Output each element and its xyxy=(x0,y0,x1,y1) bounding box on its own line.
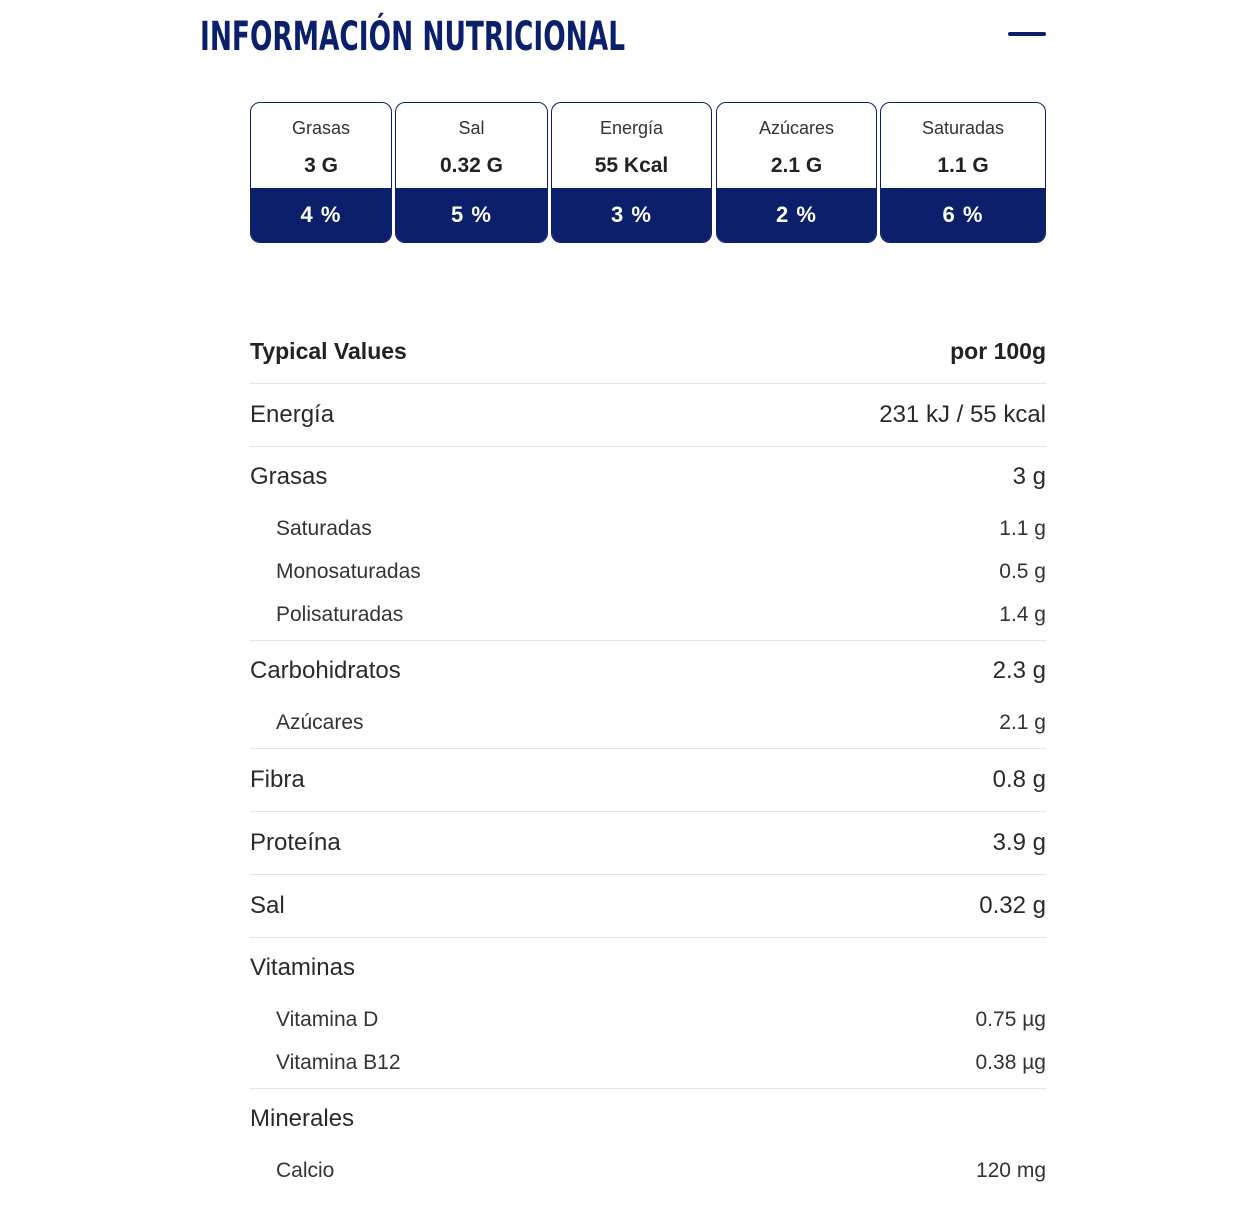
card-percent: 4 % xyxy=(251,188,391,242)
row-label: Carbohidratos xyxy=(250,657,401,684)
card-amount: 3 G xyxy=(304,154,338,177)
card-label: Grasas xyxy=(291,118,351,138)
row-value: 1.1 g xyxy=(999,516,1046,540)
row-value: 3 g xyxy=(1012,463,1046,490)
table-row-sal xyxy=(250,875,1046,938)
row-value: 120 mg xyxy=(975,1158,1046,1182)
table-subrow-saturadas xyxy=(250,507,1046,550)
table-row-vitaminas xyxy=(250,938,1046,998)
card-label: Energía xyxy=(599,118,664,138)
row-label: Polisaturadas xyxy=(276,602,404,626)
row-label: Vitamina D xyxy=(276,1007,379,1031)
card-percent: 3 % xyxy=(552,188,711,242)
card-label: Sal xyxy=(458,118,485,138)
card-amount: 55 Kcal xyxy=(594,154,669,177)
card-label: Saturadas xyxy=(921,118,1005,138)
card-amount: 0.32 G xyxy=(439,154,504,177)
row-value: 0.38 µg xyxy=(975,1050,1046,1074)
row-label: Minerales xyxy=(250,1105,355,1132)
card-percent: 2 % xyxy=(717,188,876,242)
row-value: 0.8 g xyxy=(992,766,1046,793)
group-vitaminas xyxy=(250,938,1046,1089)
table-subrow-calcio xyxy=(250,1149,1046,1192)
card-grasas xyxy=(250,102,392,243)
group-carbohidratos xyxy=(250,641,1046,749)
row-label: Vitamina B12 xyxy=(276,1050,401,1074)
table-subrow-vitamina-b12 xyxy=(250,1041,1046,1084)
row-label: Vitaminas xyxy=(250,954,355,981)
table-header-row xyxy=(250,320,1046,384)
header-value: por 100g xyxy=(950,338,1046,364)
card-saturadas xyxy=(880,102,1046,243)
header-label: Typical Values xyxy=(250,338,407,364)
group-grasas xyxy=(250,447,1046,641)
row-value: 0.75 µg xyxy=(975,1007,1046,1031)
row-value: 2.3 g xyxy=(992,657,1046,684)
card-azucares xyxy=(716,102,877,243)
table-row-proteina xyxy=(250,812,1046,875)
table-subrow-vitamina-d xyxy=(250,998,1046,1041)
row-label: Grasas xyxy=(250,463,328,490)
row-label: Azúcares xyxy=(276,710,364,734)
row-label: Proteína xyxy=(250,829,341,856)
card-percent: 5 % xyxy=(396,188,547,242)
card-percent: 6 % xyxy=(881,188,1045,242)
row-label: Energía xyxy=(250,401,335,428)
row-value: 3.9 g xyxy=(992,829,1046,856)
row-value: 2.1 g xyxy=(999,710,1046,734)
table-row-energia xyxy=(250,384,1046,447)
table-subrow-monosaturadas xyxy=(250,550,1046,593)
page-title: INFORMACIÓN NUTRICIONAL xyxy=(200,14,626,60)
row-value: 231 kJ / 55 kcal xyxy=(879,401,1046,428)
table-row-minerales xyxy=(250,1089,1046,1149)
card-label: Azúcares xyxy=(758,118,835,138)
nutrition-table xyxy=(250,320,1046,1192)
card-sal xyxy=(395,102,548,243)
row-value: 1.4 g xyxy=(999,602,1046,626)
collapse-minus-icon[interactable] xyxy=(1008,32,1046,36)
card-amount: 2.1 G xyxy=(770,154,823,177)
row-label: Monosaturadas xyxy=(276,559,421,583)
row-label: Fibra xyxy=(250,766,305,793)
table-row-grasas xyxy=(250,447,1046,507)
table-subrow-azucares xyxy=(250,701,1046,744)
row-value: 0.32 g xyxy=(979,892,1046,919)
group-minerales xyxy=(250,1089,1046,1192)
table-subrow-polisaturadas xyxy=(250,593,1046,636)
table-row-fibra xyxy=(250,749,1046,812)
row-label: Sal xyxy=(250,892,285,919)
section-header xyxy=(200,8,1046,68)
card-amount: 1.1 G xyxy=(937,154,989,177)
row-label: Saturadas xyxy=(276,516,372,540)
card-energia xyxy=(551,102,712,243)
table-row-carbohidratos xyxy=(250,641,1046,701)
row-value: 0.5 g xyxy=(999,559,1046,583)
row-label: Calcio xyxy=(276,1158,335,1182)
